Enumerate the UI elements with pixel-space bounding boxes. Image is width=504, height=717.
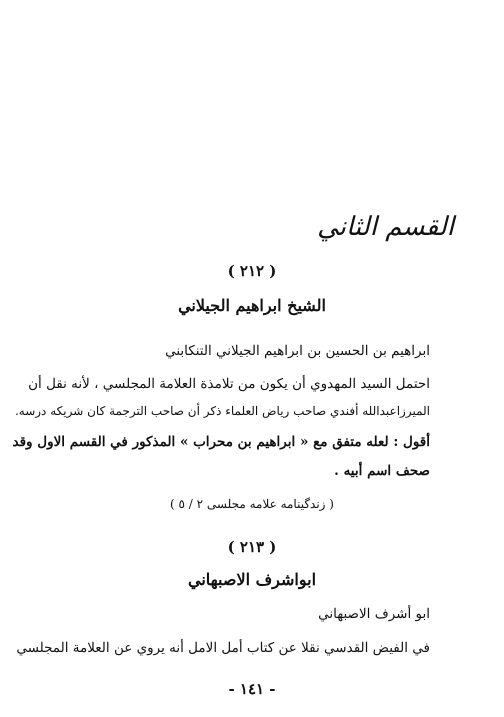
entry-text-line: أقول : لعله متفق مع « ابراهيم بن محراب » المذكور في القسم الاول وقد [12, 434, 430, 450]
entry-text-line: ابراهيم بن الحسين بن ابراهيم الجيلاني التنكابني [165, 343, 430, 359]
entry-text-line: الميرزاعبدالله أفندي صاحب رياض العلماء ذكر أن صاحب الترجمة كان شريكه درسه. [14, 404, 430, 418]
entry-text-line: ابو أشرف الاصبهاني [318, 606, 430, 622]
entry-heading: ابواشرف الاصبهاني [187, 570, 317, 589]
entry-number: ( ٢١٢ ) [227, 262, 277, 280]
page-number: - ١٤١ - [228, 680, 276, 698]
entry-heading: الشيخ ابراهيم الجيلاني [178, 296, 326, 315]
section-title: القسم الثاني [317, 212, 454, 242]
entry-text-line: صحف اسم أبيه . [334, 463, 430, 479]
entry-text-line: في الفيض القدسي نقلا عن كتاب أمل الامل أنه يروي عن العلامة المجلسي [16, 640, 430, 656]
entry-text-line: احتمل السيد المهدوي أن يكون من تلامذة العلامة المجلسي ، لأنه نقل أن [28, 376, 430, 392]
entry-number: ( ٢١٣ ) [227, 538, 277, 556]
entry-reference: ( زندگينامه علامه مجلسی ٢ / ٥ ) [170, 497, 334, 511]
